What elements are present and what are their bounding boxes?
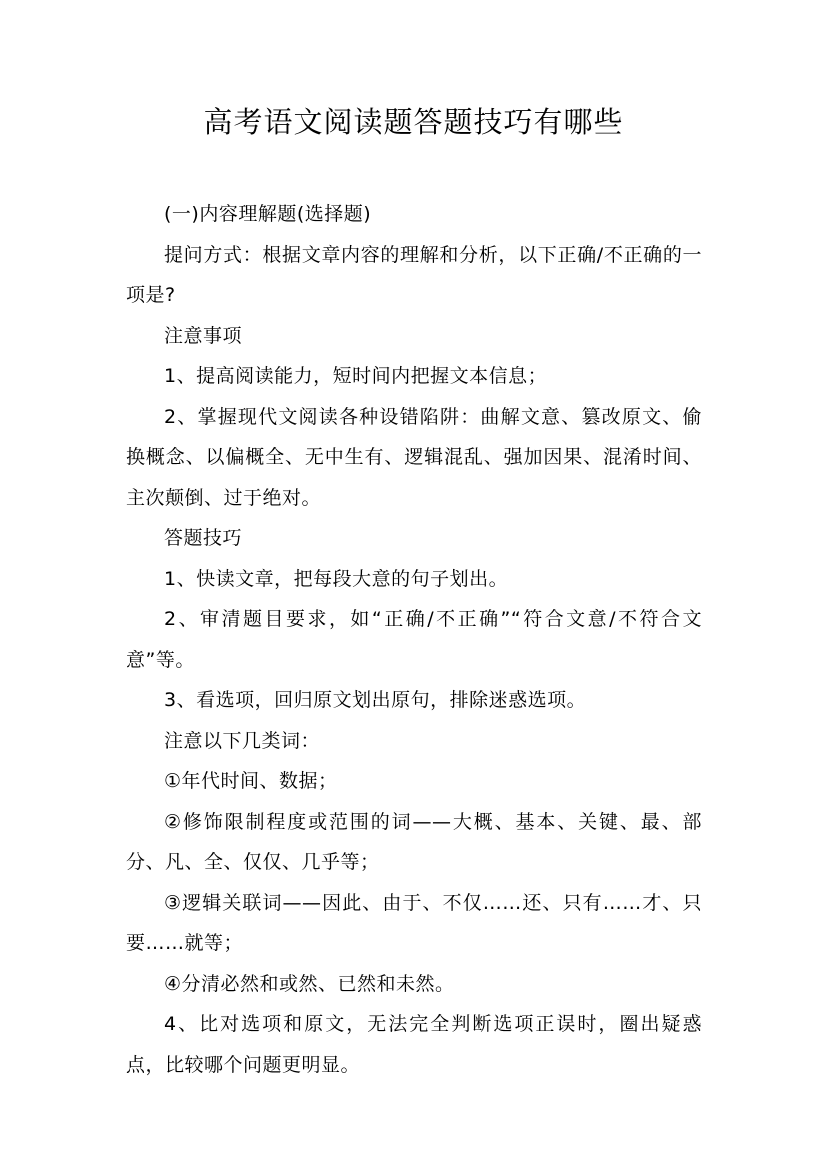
paragraph: 注意事项: [164, 324, 243, 347]
paragraph: 2、掌握现代文阅读各种设错陷阱：曲解文意、篡改原文、偷换概念、以偏概全、无中生有、逻辑混乱、强加因果、混淆时间、主次颠倒、过于绝对。: [126, 405, 702, 509]
paragraph: 3、看选项，回归原文划出原句，排除迷惑选项。: [164, 689, 587, 711]
document-title: 高考语文阅读题答题技巧有哪些: [203, 105, 624, 139]
paragraph: 4、比对选项和原文，无法完全判断选项正误时，圈出疑惑点，比较哪个问题更明显。: [126, 1013, 702, 1076]
paragraph: 答题技巧: [164, 527, 243, 549]
document-body: [126, 194, 702, 1085]
paragraph: ④分清必然和或然、已然和未然。: [164, 972, 455, 995]
paragraph: 1、快读文章，把每段大意的句子划出。: [164, 567, 509, 590]
paragraph: ②修饰限制程度或范围的词——大概、基本、关键、最、部分、凡、全、仅仅、几乎等；: [126, 810, 702, 873]
paragraph: ③逻辑关联词——因此、由于、不仅……还、只有……才、只要……就等；: [126, 891, 702, 954]
paragraph: ①年代时间、数据；: [164, 770, 338, 792]
paragraph: 2、审清题目要求，如“正确/不正确”“符合文意/不符合文意”等。: [126, 608, 702, 671]
paragraph: 1、提高阅读能力，短时间内把握文本信息；: [164, 365, 548, 387]
paragraph: 提问方式：根据文章内容的理解和分析，以下正确/不正确的一项是?: [126, 243, 702, 306]
paragraph: (一)内容理解题(选择题): [164, 203, 372, 225]
paragraph: 注意以下几类词：: [164, 729, 321, 752]
